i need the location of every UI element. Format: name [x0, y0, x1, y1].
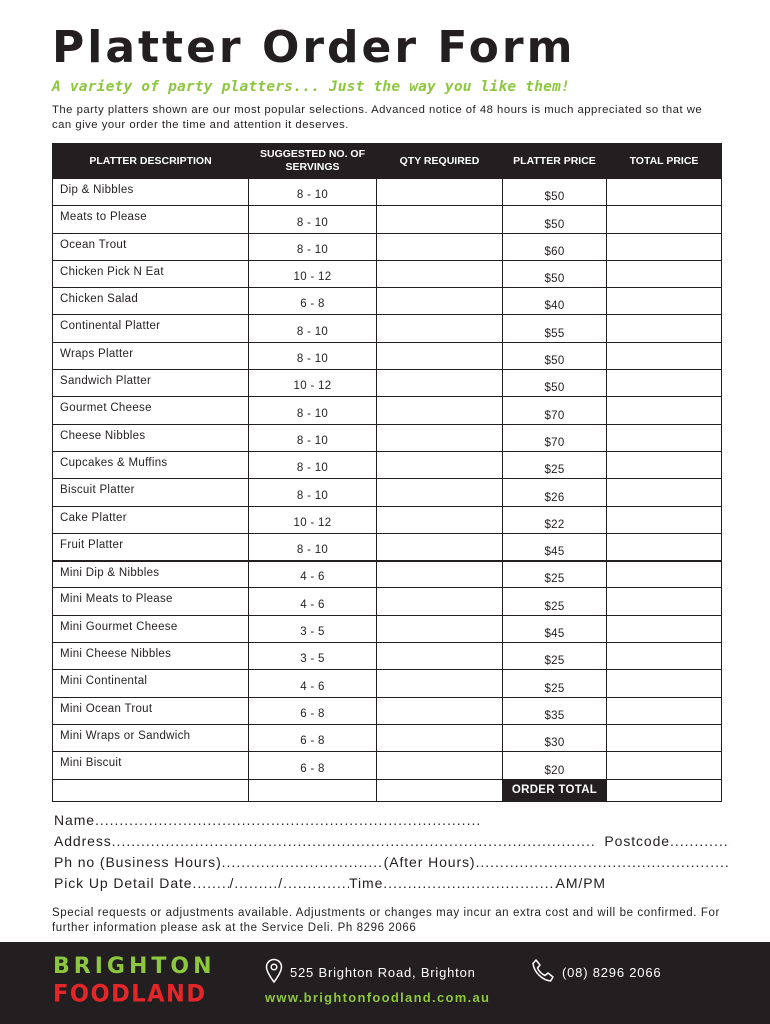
suggested-servings: 6 - 8 — [249, 724, 377, 751]
suggested-servings: 8 - 10 — [249, 315, 377, 342]
platter-price: $70 — [503, 424, 607, 451]
qty-input-cell[interactable] — [377, 397, 503, 424]
empty-cell — [377, 779, 503, 801]
table-row — [53, 588, 722, 615]
header-total: TOTAL PRICE — [607, 144, 722, 179]
suggested-servings: 4 - 6 — [249, 670, 377, 697]
platter-price: $35 — [503, 697, 607, 724]
empty-cell — [249, 779, 377, 801]
date-separator: / — [229, 875, 235, 891]
postcode-field[interactable] — [670, 831, 730, 852]
postcode-label: Postcode — [604, 833, 670, 849]
phone-business-label: Ph no (Business Hours) — [54, 854, 222, 870]
platter-description: Mini Continental — [53, 670, 249, 697]
table-row — [53, 643, 722, 670]
table-row — [53, 506, 722, 533]
logo-foodland: FOODLAND — [53, 980, 207, 1008]
total-price-cell[interactable] — [607, 260, 722, 287]
customer-details — [54, 810, 730, 894]
table-row — [53, 424, 722, 451]
phone-after-label: (After Hours) — [383, 854, 476, 870]
platter-description: Mini Wraps or Sandwich — [53, 724, 249, 751]
special-requests-note: Special requests or adjustments available. Adjustments or changes may incur an extra cost and will be confirmed. For further information please ask at the Service Deli. Ph 8296 2066 — [52, 907, 720, 934]
platter-description: Meats to Please — [53, 206, 249, 233]
logo-brighton: BRIGHTON — [53, 954, 216, 979]
total-price-cell[interactable] — [607, 451, 722, 478]
qty-input-cell[interactable] — [377, 697, 503, 724]
order-table — [52, 143, 722, 802]
total-price-cell[interactable] — [607, 752, 722, 779]
total-price-cell[interactable] — [607, 643, 722, 670]
total-price-cell[interactable] — [607, 670, 722, 697]
qty-input-cell[interactable] — [377, 479, 503, 506]
suggested-servings: 8 - 10 — [249, 342, 377, 369]
platter-price: $25 — [503, 670, 607, 697]
suggested-servings: 8 - 10 — [249, 233, 377, 260]
total-price-cell[interactable] — [607, 533, 722, 560]
platter-price: $60 — [503, 233, 607, 260]
platter-description: Mini Ocean Trout — [53, 697, 249, 724]
total-price-cell[interactable] — [607, 315, 722, 342]
suggested-servings: 8 - 10 — [249, 397, 377, 424]
table-row — [53, 615, 722, 642]
qty-input-cell[interactable] — [377, 260, 503, 287]
page-title: Platter Order Form — [52, 22, 576, 73]
address-line[interactable] — [54, 831, 730, 852]
platter-description: Fruit Platter — [53, 533, 249, 560]
qty-input-cell[interactable] — [377, 643, 503, 670]
platter-price: $50 — [503, 260, 607, 287]
table-row — [53, 451, 722, 478]
platter-price: $40 — [503, 288, 607, 315]
platter-price: $45 — [503, 615, 607, 642]
order-total-label: ORDER TOTAL — [503, 779, 607, 801]
table-row — [53, 752, 722, 779]
ampm-label: AM/PM — [555, 875, 606, 891]
platter-price: $22 — [503, 506, 607, 533]
suggested-servings: 3 - 5 — [249, 615, 377, 642]
platter-description: Chicken Pick N Eat — [53, 260, 249, 287]
platter-price: $30 — [503, 724, 607, 751]
suggested-servings: 6 - 8 — [249, 288, 377, 315]
store-address — [264, 958, 476, 987]
pickup-label: Pick Up Detail Date — [54, 875, 193, 891]
qty-input-cell[interactable] — [377, 506, 503, 533]
qty-input-cell[interactable] — [377, 206, 503, 233]
platter-description: Dip & Nibbles — [53, 179, 249, 206]
total-price-cell[interactable] — [607, 588, 722, 615]
suggested-servings: 8 - 10 — [249, 179, 377, 206]
suggested-servings: 8 - 10 — [249, 533, 377, 560]
qty-input-cell[interactable] — [377, 315, 503, 342]
suggested-servings: 8 - 10 — [249, 479, 377, 506]
table-row — [53, 561, 722, 588]
qty-input-cell[interactable] — [377, 752, 503, 779]
platter-price: $25 — [503, 451, 607, 478]
table-row — [53, 533, 722, 560]
platter-description: Cake Platter — [53, 506, 249, 533]
total-price-cell[interactable] — [607, 179, 722, 206]
qty-input-cell[interactable] — [377, 233, 503, 260]
table-row — [53, 342, 722, 369]
address-text: 525 Brighton Road, Brighton — [290, 965, 476, 980]
time-label: Time — [349, 875, 384, 891]
platter-price: $50 — [503, 206, 607, 233]
platter-description: Sandwich Platter — [53, 370, 249, 397]
table-row — [53, 670, 722, 697]
table-header-row — [53, 144, 722, 179]
platter-price: $50 — [503, 342, 607, 369]
platter-price: $25 — [503, 588, 607, 615]
table-row — [53, 288, 722, 315]
location-pin-icon — [264, 958, 284, 987]
table-row — [53, 479, 722, 506]
qty-input-cell[interactable] — [377, 451, 503, 478]
suggested-servings: 4 - 6 — [249, 588, 377, 615]
header-servings: SUGGESTED NO. OF SERVINGS — [249, 144, 377, 179]
total-price-cell[interactable] — [607, 479, 722, 506]
header-price: PLATTER PRICE — [503, 144, 607, 179]
platter-price: $25 — [503, 643, 607, 670]
pickup-month-field[interactable] — [234, 873, 278, 894]
phone-text[interactable]: (08) 8296 2066 — [562, 965, 662, 980]
tagline: A variety of party platters... Just the way you like them! — [52, 79, 570, 95]
platter-description: Ocean Trout — [53, 233, 249, 260]
store-phone — [530, 958, 661, 987]
pickup-year-field[interactable] — [283, 873, 349, 894]
platter-price: $55 — [503, 315, 607, 342]
platter-description: Mini Biscuit — [53, 752, 249, 779]
qty-input-cell[interactable] — [377, 724, 503, 751]
platter-price: $20 — [503, 752, 607, 779]
suggested-servings: 8 - 10 — [249, 451, 377, 478]
total-price-cell[interactable] — [607, 424, 722, 451]
platter-description: Mini Gourmet Cheese — [53, 615, 249, 642]
website-link[interactable]: www.brightonfoodland.com.au — [265, 990, 491, 1005]
footer — [0, 942, 770, 1024]
total-price-cell[interactable] — [607, 288, 722, 315]
header-description: PLATTER DESCRIPTION — [53, 144, 249, 179]
platter-description: Mini Dip & Nibbles — [53, 561, 249, 588]
platter-price: $50 — [503, 370, 607, 397]
address-field[interactable] — [112, 831, 595, 852]
total-price-cell[interactable] — [607, 342, 722, 369]
platter-description: Chicken Salad — [53, 288, 249, 315]
suggested-servings: 8 - 10 — [249, 206, 377, 233]
suggested-servings: 10 - 12 — [249, 370, 377, 397]
time-field[interactable] — [383, 873, 555, 894]
order-total-cell[interactable] — [607, 779, 722, 801]
platter-description: Mini Cheese Nibbles — [53, 643, 249, 670]
table-row — [53, 397, 722, 424]
phone-icon — [530, 958, 556, 987]
phone-line[interactable] — [54, 852, 730, 873]
suggested-servings: 6 - 8 — [249, 697, 377, 724]
table-row — [53, 697, 722, 724]
name-label: Name — [54, 812, 95, 828]
table-row — [53, 724, 722, 751]
qty-input-cell[interactable] — [377, 370, 503, 397]
platter-description: Gourmet Cheese — [53, 397, 249, 424]
qty-input-cell[interactable] — [377, 533, 503, 560]
empty-cell — [53, 779, 249, 801]
order-total-row — [53, 779, 722, 801]
suggested-servings: 8 - 10 — [249, 424, 377, 451]
qty-input-cell[interactable] — [377, 561, 503, 588]
platter-description: Cupcakes & Muffins — [53, 451, 249, 478]
table-row — [53, 370, 722, 397]
qty-input-cell[interactable] — [377, 179, 503, 206]
platter-price: $25 — [503, 561, 607, 588]
total-price-cell[interactable] — [607, 370, 722, 397]
qty-input-cell[interactable] — [377, 424, 503, 451]
total-price-cell[interactable] — [607, 206, 722, 233]
total-price-cell[interactable] — [607, 697, 722, 724]
name-line[interactable] — [54, 810, 482, 831]
pickup-day-field[interactable] — [192, 873, 229, 894]
suggested-servings: 6 - 8 — [249, 752, 377, 779]
address-label: Address — [54, 833, 112, 849]
table-row — [53, 260, 722, 287]
pickup-line[interactable] — [54, 873, 606, 894]
table-row — [53, 233, 722, 260]
table-row — [53, 179, 722, 206]
suggested-servings: 4 - 6 — [249, 561, 377, 588]
qty-input-cell[interactable] — [377, 670, 503, 697]
suggested-servings: 10 - 12 — [249, 260, 377, 287]
intro-text: The party platters shown are our most popular selections. Advanced notice of 48 hours is much appreciated so that we can give your order the time and attention it deserves. — [52, 104, 703, 131]
total-price-cell[interactable] — [607, 724, 722, 751]
platter-description: Cheese Nibbles — [53, 424, 249, 451]
platter-description: Biscuit Platter — [53, 479, 249, 506]
suggested-servings: 10 - 12 — [249, 506, 377, 533]
platter-price: $50 — [503, 179, 607, 206]
table-row — [53, 206, 722, 233]
platter-price: $26 — [503, 479, 607, 506]
total-price-cell[interactable] — [607, 506, 722, 533]
phone-after-field[interactable] — [475, 852, 730, 873]
platter-description: Mini Meats to Please — [53, 588, 249, 615]
platter-description: Continental Platter — [53, 315, 249, 342]
name-field[interactable] — [95, 810, 482, 831]
qty-input-cell[interactable] — [377, 615, 503, 642]
header-qty: QTY REQUIRED — [377, 144, 503, 179]
qty-input-cell[interactable] — [377, 288, 503, 315]
total-price-cell[interactable] — [607, 561, 722, 588]
total-price-cell[interactable] — [607, 615, 722, 642]
platter-price: $45 — [503, 533, 607, 560]
qty-input-cell[interactable] — [377, 588, 503, 615]
platter-price: $70 — [503, 397, 607, 424]
total-price-cell[interactable] — [607, 233, 722, 260]
table-row — [53, 315, 722, 342]
platter-description: Wraps Platter — [53, 342, 249, 369]
qty-input-cell[interactable] — [377, 342, 503, 369]
date-separator: / — [278, 875, 284, 891]
total-price-cell[interactable] — [607, 397, 722, 424]
suggested-servings: 3 - 5 — [249, 643, 377, 670]
phone-business-field[interactable] — [222, 852, 384, 873]
